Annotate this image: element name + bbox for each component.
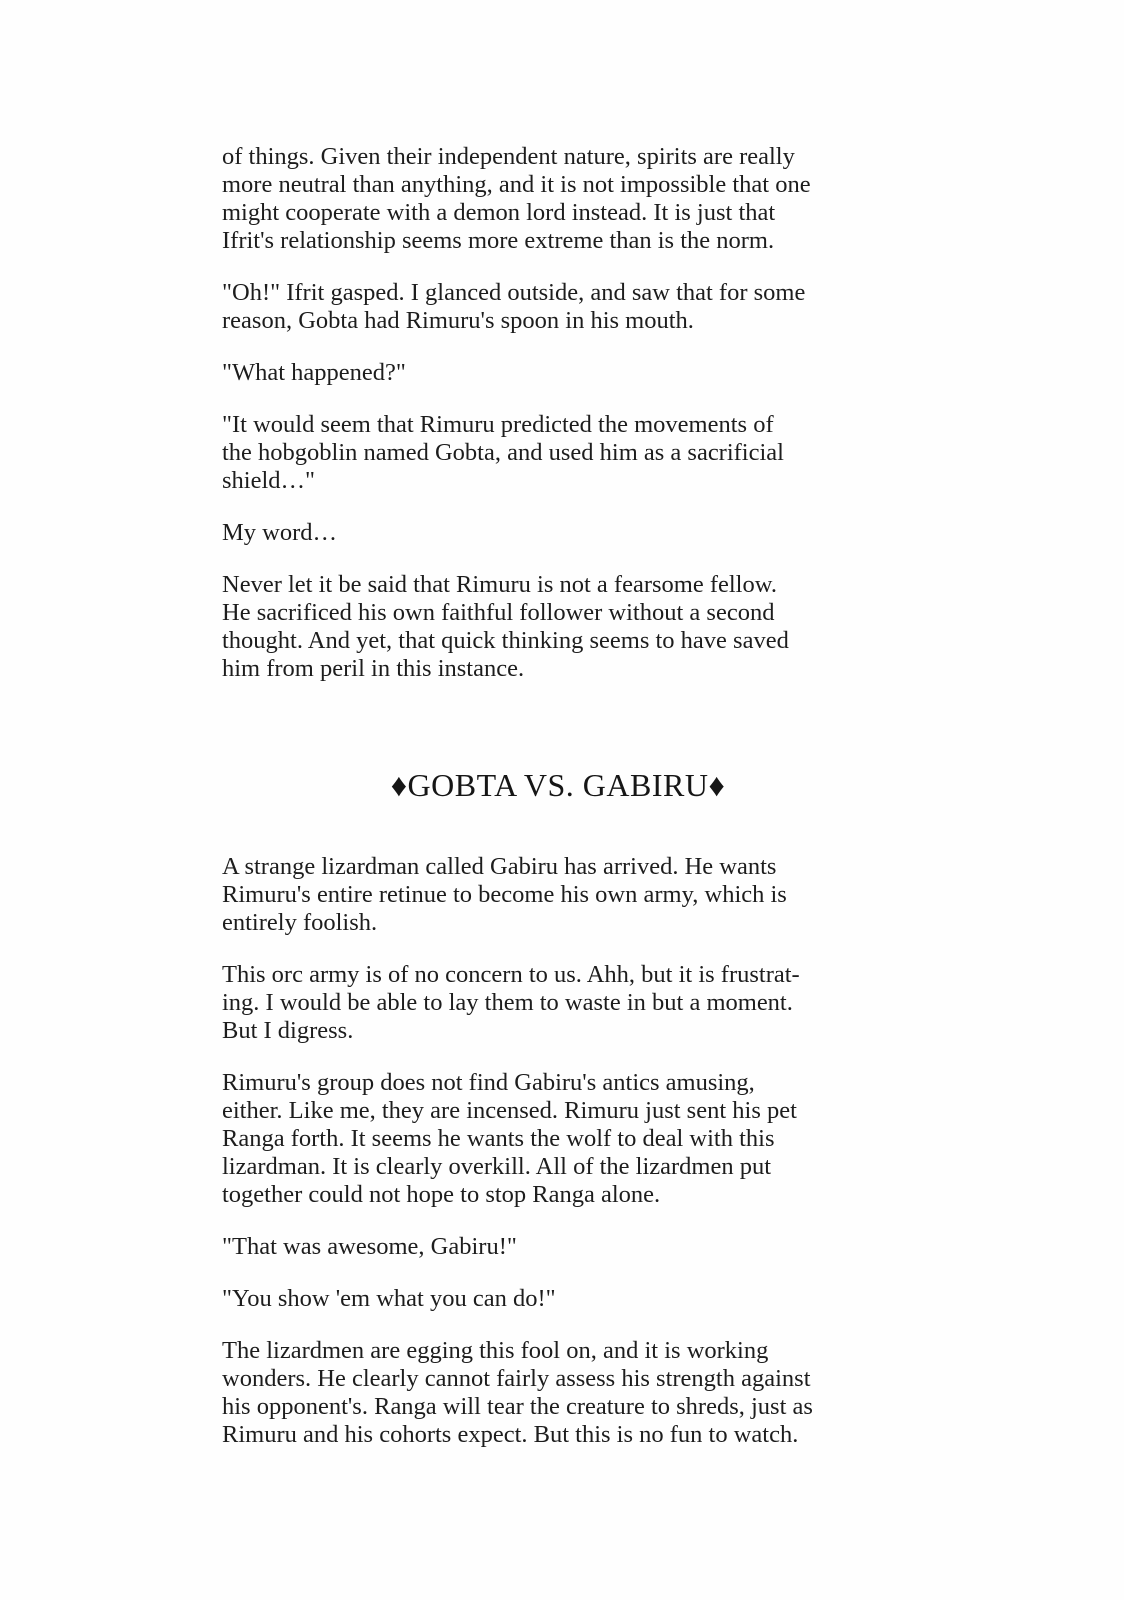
paragraph: My word…: [222, 519, 338, 546]
paragraph: This orc army is of no concern to us. Ahh, but it is frustrat- ing. I would be able to lay them to waste in but a moment. But I digress.: [222, 961, 800, 1044]
section-heading: ♦GOBTA VS. GABIRU♦: [390, 767, 726, 803]
paragraph: "You show 'em what you can do!": [222, 1285, 556, 1312]
paragraph: The lizardmen are egging this fool on, and it is working wonders. He clearly cannot fairly assess his strength against his opponent's. Ranga will tear the creature to shreds, just as Rimuru and his cohorts expect. But this is no fun to watch.: [222, 1337, 813, 1448]
paragraph: "What happened?": [222, 359, 406, 386]
paragraph: "It would seem that Rimuru predicted the movements of the hobgoblin named Gobta, and used him as a sacrificial shield…": [222, 411, 784, 494]
paragraph: Never let it be said that Rimuru is not a fearsome fellow. He sacrificed his own faithful follower without a second thought. And yet, that quick thinking seems to have saved him from peril in this instance.: [222, 571, 789, 682]
paragraph: "Oh!" Ifrit gasped. I glanced outside, and saw that for some reason, Gobta had Rimuru's spoon in his mouth.: [222, 279, 806, 334]
page-text-block: [222, 143, 894, 1473]
paragraph: "That was awesome, Gabiru!": [222, 1233, 517, 1260]
paragraph: Rimuru's group does not find Gabiru's antics amusing, either. Like me, they are incensed. Rimuru just sent his pet Ranga forth. It seems he wants the wolf to deal with this lizardman. It is clearly overkill. All of the lizardmen put together could not hope to stop Ranga alone.: [222, 1069, 797, 1208]
paragraph: A strange lizardman called Gabiru has arrived. He wants Rimuru's entire retinue to become his own army, which is entirely foolish.: [222, 853, 787, 936]
paragraph: of things. Given their independent nature, spirits are really more neutral than anything, and it is not impossible that one might cooperate with a demon lord instead. It is just that Ifrit's relationship seems more extreme than is the norm.: [222, 143, 811, 254]
